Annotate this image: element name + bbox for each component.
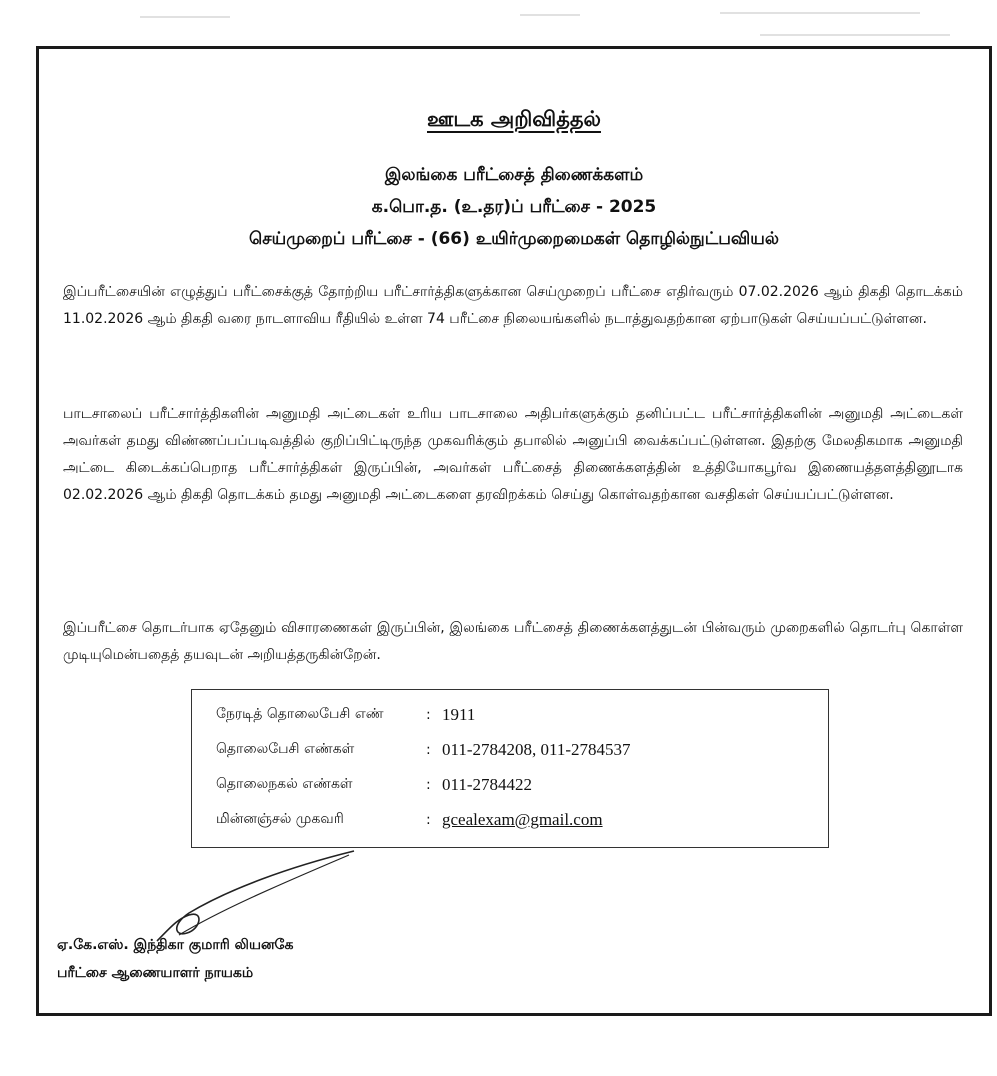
- handwritten-signature: [149, 849, 369, 949]
- exam-subject: செய்முறைப் பரீட்சை - (66) உயிர்முறைமைகள் தொழில்நுட்பவியல்: [249, 229, 779, 249]
- paragraph-admission-cards: பாடசாலைப் பரீட்சார்த்திகளின் அனுமதி அட்டைகள் உரிய பாடசாலை அதிபர்களுக்கும் தனிப்பட்ட பரீட்சார்த்திகளின் அனுமதி அட்டைகள் அவர்கள் தமது விண்ணப்பப்படிவத்தில் குறிப்பிட்டிருந்த முகவரிக்கும் தபாலில் அனுப்பி வைக்கப்பட்டுள்ளன. இதற்கு மேலதிகமாக அனுமதி அட்டை கிடைக்கப்பெறாத பரீட்சார்த்திகள் இருப்பின், அவர்கள் பரீட்சைத் திணைக்களத்தின் உத்தியோகபூர்வ இணையத்தளத்தினூடாக 02.02.2026 ஆம் திகதி தொடக்கம் தமது அனுமதி அட்டைகளை தரவிறக்கம் செய்து கொள்வதற்கான வசதிகள் செய்யப்பட்டுள்ளன.: [63, 406, 963, 503]
- phone-numbers-value: 011-2784208, 011-2784537: [442, 739, 631, 759]
- contact-row-phones: [192, 732, 828, 767]
- scan-artifact: [760, 34, 950, 36]
- scan-artifact: [140, 16, 230, 18]
- signer-title: பரீட்சை ஆணையாளர் நாயகம்: [57, 965, 254, 981]
- contact-label: நேரடித் தொலைபேசி எண்: [216, 705, 384, 722]
- contact-separator: :: [426, 811, 431, 828]
- contact-label: தொலைநகல் எண்கள்: [216, 775, 353, 792]
- department-name: இலங்கை பரீட்சைத் திணைக்களம்: [384, 165, 644, 185]
- signer-name: ஏ.கே.எஸ். இந்திகா குமாரி லியனகே: [57, 937, 294, 953]
- email-link[interactable]: gcealexam@gmail.com: [442, 809, 603, 829]
- paragraph-schedule: இப்பரீட்சையின் எழுத்துப் பரீட்சைக்குத் தோற்றிய பரீட்சார்த்திகளுக்கான செய்முறைப் பரீட்சை எதிர்வரும் 07.02.2026 ஆம் திகதி தொடக்கம் 11.02.2026 ஆம் திகதி வரை நாடளாவிய ரீதியில் உள்ள 74 பரீட்சை நிலையங்களில் நடாத்துவதற்கான ஏற்பாடுகள் செய்யப்பட்டுள்ளன.: [63, 284, 963, 327]
- direct-phone-value: 1911: [442, 704, 476, 724]
- notice-frame: [36, 46, 992, 1016]
- contact-label: மின்னஞ்சல் முகவரி: [216, 810, 344, 827]
- scan-artifact: [720, 12, 920, 14]
- contact-row-email: [192, 802, 828, 837]
- contact-details-box: [191, 689, 829, 848]
- contact-row-fax: [192, 767, 828, 802]
- contact-separator: :: [426, 706, 431, 723]
- fax-number-value: 011-2784422: [442, 774, 533, 794]
- contact-label: தொலைபேசி எண்கள்: [216, 740, 355, 757]
- contact-separator: :: [426, 741, 431, 758]
- scan-artifact: [520, 14, 580, 16]
- exam-name: க.பொ.த. (உ.தர)ப் பரீட்சை - 2025: [371, 197, 657, 217]
- paragraph-inquiries: இப்பரீட்சை தொடர்பாக ஏதேனும் விசாரணைகள் இருப்பின், இலங்கை பரீட்சைத் திணைக்களத்துடன் பின்வரும் முறைகளில் தொடர்பு கொள்ள முடியுமென்பதைத் தயவுடன் அறியத்தருகின்றேன்.: [63, 620, 963, 663]
- contact-separator: :: [426, 776, 431, 793]
- contact-row-direct-phone: [192, 697, 828, 732]
- notice-title: ஊடக அறிவித்தல்: [427, 107, 601, 131]
